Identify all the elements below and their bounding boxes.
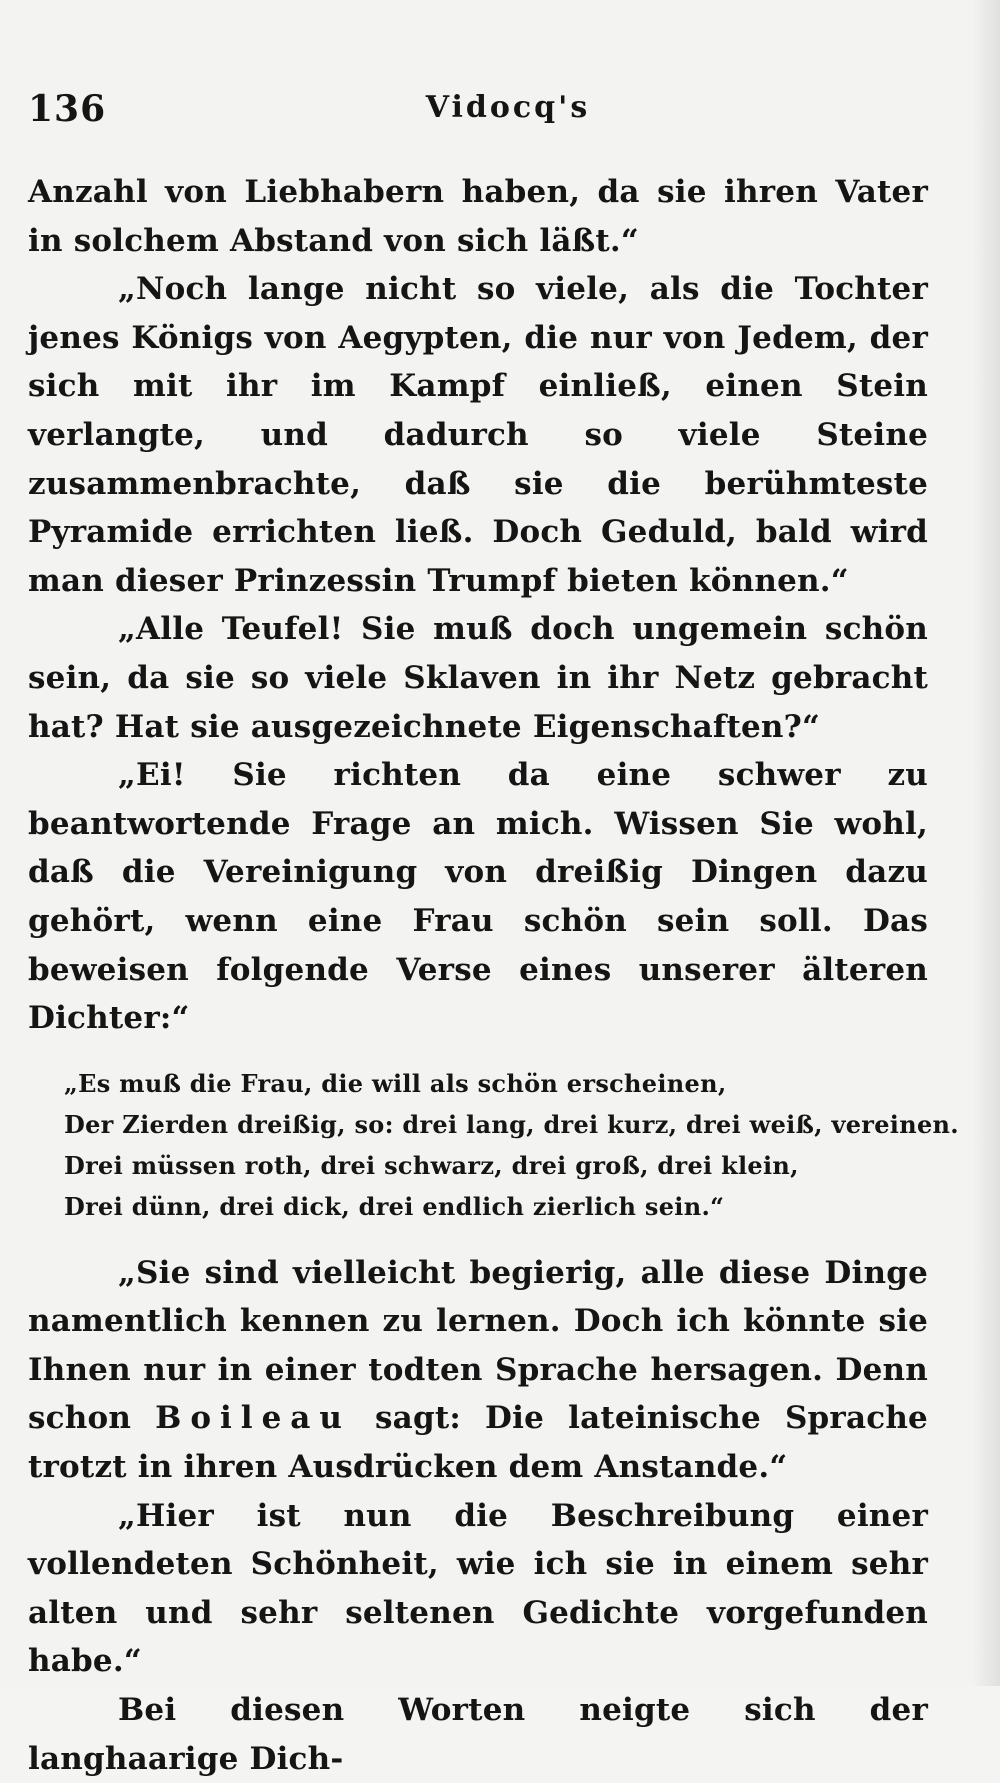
running-head: Vidocq's	[425, 90, 591, 125]
verse-line: Drei müssen roth, drei schwarz, drei groß, drei klein,	[64, 1150, 799, 1180]
page-edge-shadow	[972, 0, 1000, 1686]
paragraph-boileau-before: „Sie sind vielleicht begierig, alle diese Dinge namentlich kennen zu lernen. Doch ich könnte sie Ihnen nur in einer todten Sprache hersagen. Denn schon	[28, 1254, 928, 1437]
paragraph-thirty-things: „Ei! Sie richten da eine schwer zu beantwortende Frage an mich. Wissen Sie wohl, daß die Vereinigung von dreißig Dingen dazu gehört, wenn eine Frau schön sein soll. Das beweisen folgende Verse eines unserer älteren Dichter:“	[28, 757, 928, 1037]
paragraph-continuation: Anzahl von Liebhabern haben, da sie ihren Vater in solchem Abstand von sich läßt.“	[28, 174, 928, 259]
paragraph-boileau	[28, 1249, 928, 1492]
verse-block	[64, 1063, 959, 1227]
verse-line: Der Zierden dreißig, so: drei lang, drei kurz, drei weiß, vereinen.	[64, 1109, 959, 1139]
paragraph-alle-teufel: „Alle Teufel! Sie muß doch ungemein schön sein, da sie so viele Sklaven in ihr Netz gebracht hat? Hat sie ausgezeichnete Eigenschaften?“	[28, 611, 928, 745]
body-text	[28, 168, 959, 1783]
paragraph-final: Bei diesen Worten neigte sich der langhaarige Dich-	[28, 1692, 928, 1777]
paragraph-description: „Hier ist nun die Beschreibung einer vollendeten Schönheit, wie ich sie in einem sehr alten und sehr seltenen Gedichte vorgefunden habe.“	[28, 1497, 928, 1680]
paragraph-egypt-princess: „Noch lange nicht so viele, als die Tochter jenes Königs von Aegypten, die nur von Jedem, der sich mit ihr im Kampf einließ, einen Stein verlangte, und dadurch so viele Steine zusammenbrachte, daß sie die berühmteste Pyramide errichten ließ. Doch Geduld, bald wird man dieser Prinzessin Trumpf bieten können.“	[28, 271, 928, 599]
verse-line: „Es muß die Frau, die will als schön erscheinen,	[64, 1068, 727, 1098]
verse-line: Drei dünn, drei dick, drei endlich zierlich sein.“	[64, 1191, 725, 1221]
paragraph-boileau-after: sagt: Die lateinische Sprache trotzt in ihren Ausdrücken dem Anstande.“	[28, 1400, 928, 1486]
page-header	[28, 88, 928, 138]
author-name-boileau: Boileau	[155, 1400, 351, 1437]
page-number: 136	[28, 88, 107, 130]
